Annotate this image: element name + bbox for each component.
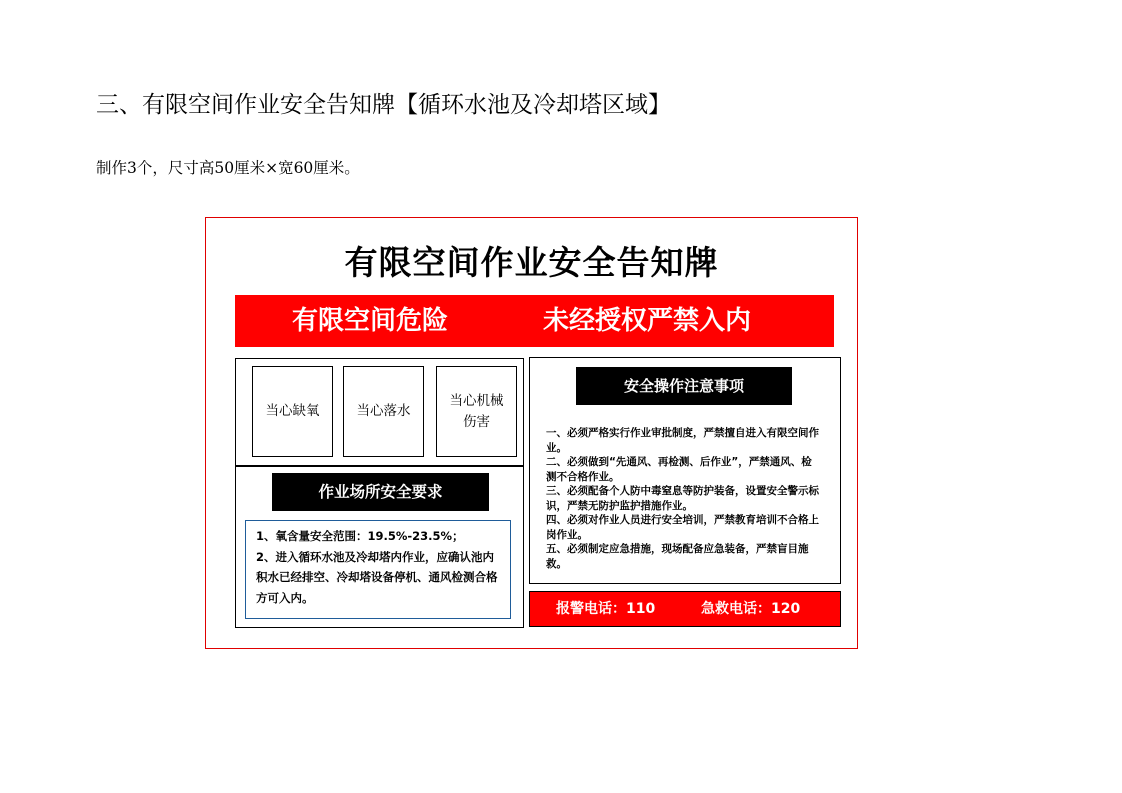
- emergency-phone-bar: [529, 591, 841, 627]
- danger-banner: [235, 295, 834, 347]
- hazard-sign-machinery: [436, 366, 517, 457]
- hazard-sign-drowning: [343, 366, 424, 457]
- police-phone: 报警电话：110: [556, 601, 656, 617]
- hazard-label: 伤害: [463, 413, 490, 430]
- notes-header: 安全操作注意事项: [576, 367, 792, 405]
- hazard-label: 当心落水: [356, 403, 411, 419]
- ambulance-phone: 急救电话：120: [701, 601, 801, 617]
- requirements-box: [245, 520, 511, 619]
- left-panel: [235, 358, 524, 628]
- requirement-item: 1、氧含量安全范围：19.5%-23.5%；: [256, 529, 464, 543]
- production-spec: 制作3个，尺寸高50厘米×宽60厘米。: [96, 159, 360, 177]
- requirements-header: 作业场所安全要求: [272, 473, 489, 511]
- banner-no-entry-text: 未经授权严禁入内: [543, 306, 752, 336]
- note-item: 三、必须配备个人防中毒窒息等防护装备，设置安全警示标识，严禁无防护监护措施作业。: [546, 485, 819, 512]
- note-item: 五、必须制定应急措施，现场配备应急装备，严禁盲目施救。: [546, 543, 809, 570]
- note-item: 四、必须对作业人员进行安全培训，严禁教育培训不合格上岗作业。: [546, 514, 819, 541]
- hazard-label: 当心缺氧: [265, 403, 320, 419]
- banner-danger-text: 有限空间危险: [292, 306, 449, 336]
- requirement-item: 2、进入循环水池及冷却塔内作业，应确认池内积水已经排空、冷却塔设备停机、通风检测合格方可入内。: [256, 549, 498, 605]
- safety-notice-board: [205, 217, 858, 649]
- sign-title: 有限空间作业安全告知牌: [344, 243, 719, 282]
- hazard-label: 当心机械: [449, 392, 504, 409]
- section-heading: 三、有限空间作业安全告知牌【循环水池及冷却塔区域】: [96, 92, 671, 118]
- right-panel: [529, 357, 841, 584]
- hazard-signs-row: [236, 359, 523, 467]
- hazard-sign-oxygen: [252, 366, 333, 457]
- note-item: 二、必须做到“先通风、再检测、后作业”，严禁通风、检测不合格作业。: [546, 456, 812, 483]
- safety-notes: [546, 426, 822, 571]
- note-item: 一、必须严格实行作业审批制度，严禁擅自进入有限空间作业。: [546, 427, 819, 454]
